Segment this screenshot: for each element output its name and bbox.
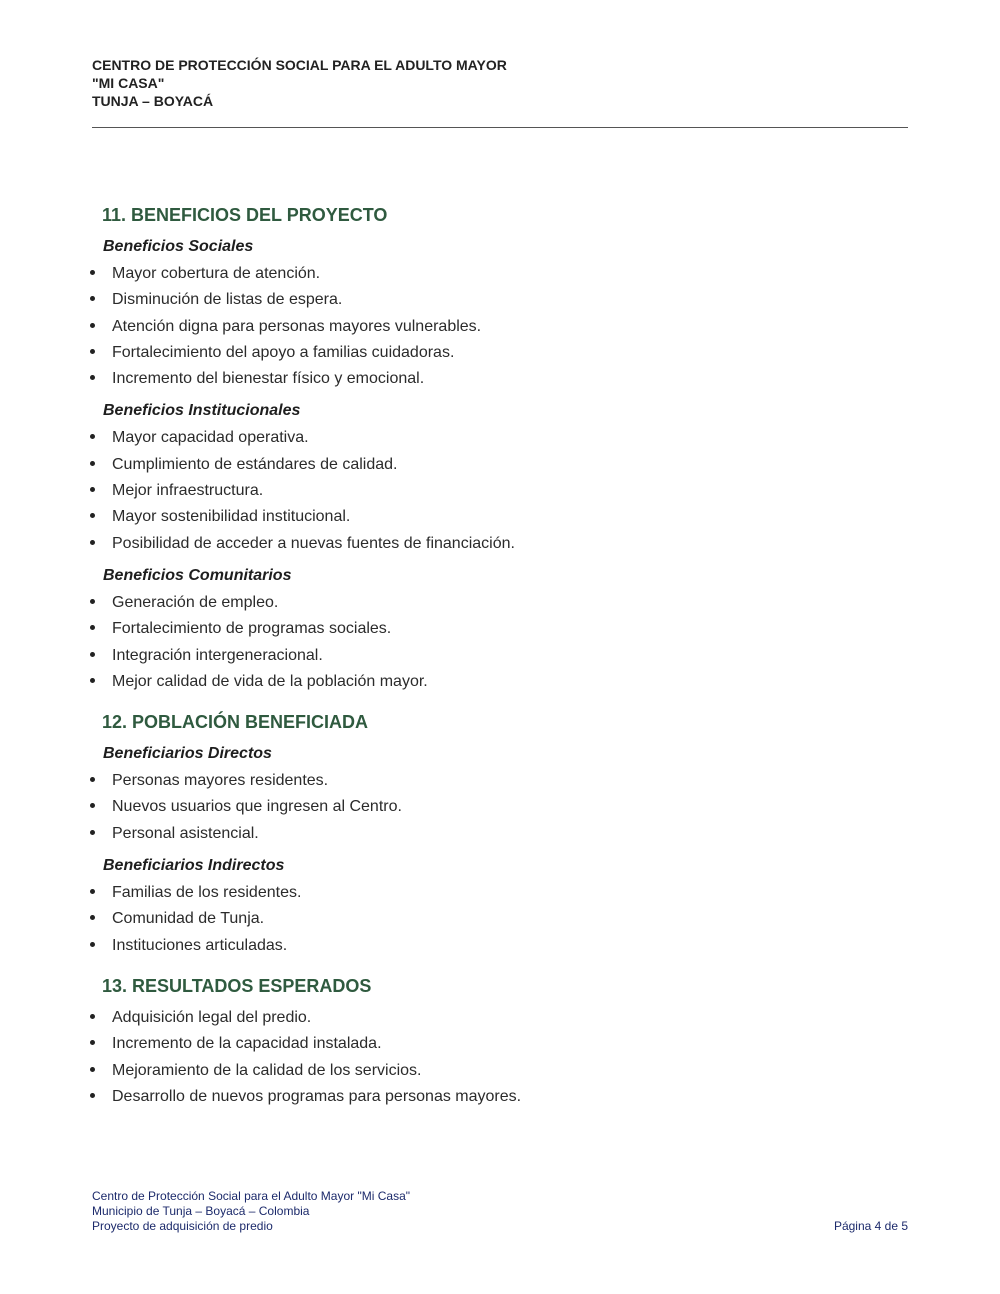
list-item [92,506,908,532]
section-13 [92,973,908,1112]
bullet-icon [90,942,95,947]
list-item-text: Fortalecimiento de programas sociales. [112,620,392,638]
page-header [92,56,507,110]
bullet-icon [90,323,95,328]
bullet-list [92,263,908,394]
list-item-text: Personal asistencial. [112,824,259,842]
list-item [92,770,908,796]
list-item-text: Mejor infraestructura. [112,482,264,500]
spacer [92,735,908,743]
spacer [92,228,908,236]
bullet-icon [90,487,95,492]
page-footer [92,1189,908,1234]
list-item-text: Mayor sostenibilidad institucional. [112,508,351,526]
list-item-text: Posibilidad de acceder a nuevas fuentes de financiación. [112,534,515,552]
bullet-icon [90,830,95,835]
list-item [92,1086,908,1112]
list-item-text: Comunidad de Tunja. [112,910,265,928]
list-item [92,533,908,559]
list-item-text: Mayor capacidad operativa. [112,429,309,447]
list-item-text: Integración intergeneracional. [112,646,323,664]
list-item-text: Incremento del bienestar físico y emocional. [112,370,425,388]
list-item [92,289,908,315]
bullet-list [92,1007,908,1112]
bullet-icon [90,513,95,518]
list-item [92,1007,908,1033]
section-12 [92,709,908,961]
bullet-list [92,882,908,961]
section-title: 13. RESULTADOS ESPERADOS [102,975,372,996]
section-title: 12. POBLACIÓN BENEFICIADA [102,712,369,733]
list-item-text: Atención digna para personas mayores vulnerables. [112,317,482,335]
bullet-icon [90,889,95,894]
subsection-title: Beneficiarios Directos [103,745,272,763]
bullet-icon [90,777,95,782]
bullet-icon [90,1093,95,1098]
list-item [92,823,908,849]
spacer [92,999,908,1007]
list-item [92,454,908,480]
footer-organization: Centro de Protección Social para el Adulto Mayor "Mi Casa" [92,1189,411,1203]
list-item-text: Personas mayores residentes. [112,772,329,790]
spacer [92,697,908,709]
subsection-title: Beneficiarios Indirectos [103,857,285,875]
bullet-icon [90,540,95,545]
list-item [92,645,908,671]
list-item [92,671,908,697]
list-item-text: Mejor calidad de vida de la población mayor. [112,672,428,690]
list-item-text: Cumplimiento de estándares de calidad. [112,455,398,473]
list-item [92,1033,908,1059]
bullet-list [92,770,908,849]
header-center-name: "MI CASA" [92,75,165,91]
subsection-title: Beneficios Comunitarios [103,566,292,584]
list-item-text: Mayor cobertura de atención. [112,265,321,282]
list-item [92,427,908,453]
list-item-text: Nuevos usuarios que ingresen al Centro. [112,798,402,816]
bullet-icon [90,434,95,439]
bullet-icon [90,915,95,920]
bullet-list [92,427,908,558]
list-item [92,342,908,368]
list-item-text: Adquisición legal del predio. [112,1008,312,1026]
list-item [92,263,908,289]
list-item-text: Instituciones articuladas. [112,936,288,954]
list-item [92,1060,908,1086]
header-organization: CENTRO DE PROTECCIÓN SOCIAL PARA EL ADULTO MAYOR [92,57,507,73]
list-item [92,316,908,342]
list-item-text: Generación de empleo. [112,593,279,611]
section-title: 11. BENEFICIOS DEL PROYECTO [102,205,388,225]
list-item-text: Incremento de la capacidad instalada. [112,1035,382,1053]
list-item [92,908,908,934]
bullet-icon [90,349,95,354]
list-item-text: Mejoramiento de la calidad de los servicios. [112,1061,422,1079]
bullet-icon [90,625,95,630]
list-item [92,935,908,961]
bullet-icon [90,803,95,808]
list-item [92,796,908,822]
footer-project: Proyecto de adquisición de predio [92,1219,273,1233]
list-item-text: Familias de los residentes. [112,884,302,902]
section-11 [92,202,908,697]
list-item [92,480,908,506]
header-divider [92,127,908,128]
footer-location: Municipio de Tunja – Boyacá – Colombia [92,1204,310,1218]
bullet-icon [90,375,95,380]
bullet-icon [90,1067,95,1072]
bullet-icon [90,1040,95,1045]
list-item [92,592,908,618]
list-item [92,882,908,908]
document-body [92,202,908,1112]
bullet-icon [90,1014,95,1019]
list-item-text: Fortalecimiento del apoyo a familias cuidadoras. [112,343,455,361]
spacer [92,961,908,973]
bullet-icon [90,296,95,301]
bullet-list [92,592,908,697]
list-item-text: Disminución de listas de espera. [112,291,343,309]
bullet-icon [90,461,95,466]
subsection-title: Beneficios Sociales [103,238,254,255]
bullet-icon [90,270,95,275]
header-location: TUNJA – BOYACÁ [92,93,214,109]
bullet-icon [90,652,95,657]
list-item [92,618,908,644]
list-item [92,368,908,394]
page-number: Página 4 de 5 [833,1219,908,1233]
list-item-text: Desarrollo de nuevos programas para personas mayores. [112,1087,522,1105]
bullet-icon [90,599,95,604]
subsection-title: Beneficios Institucionales [103,402,301,420]
bullet-icon [90,678,95,683]
